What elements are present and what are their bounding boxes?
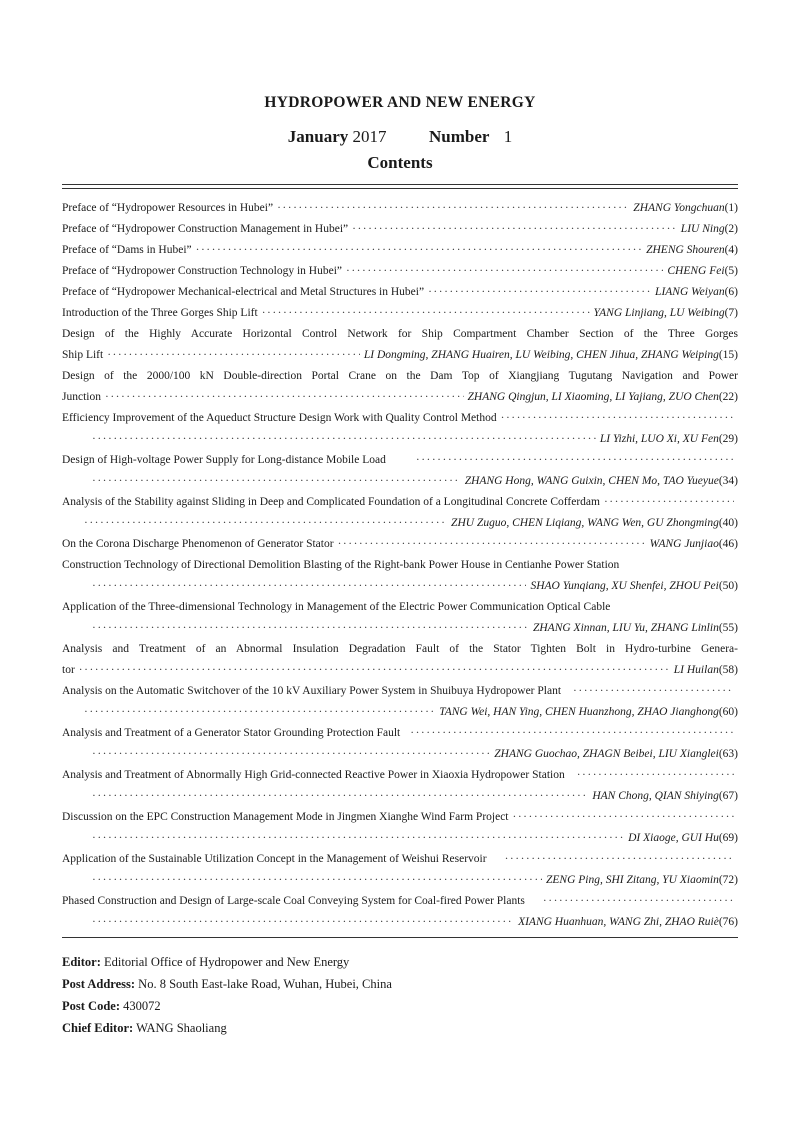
toc-entry[interactable] [62,576,738,597]
toc-entry-authors: SHAO Yunqiang, XU Shenfei, ZHOU Pei [530,580,719,592]
toc-entry-title: Discussion on the EPC Construction Management Mode in Jingmen Xianghe Wind Farm Project [62,811,509,823]
toc-entry-title-line[interactable] [62,408,738,429]
toc-entry-authors: ZHANG Guochao, ZHAGN Beibei, LIU Xianglei [494,748,719,760]
leader-dots [107,345,360,366]
leader-dots [92,618,529,639]
contents-heading: Contents [367,153,433,172]
leader-dots [92,828,624,849]
toc-entry-authors: LI Yizhi, LUO Xi, XU Fen [599,433,719,445]
toc-entry-authors: ZHANG Qingjun, LI Xiaoming, LI Yajiang, ZUO Chen [467,391,719,403]
toc-entry-title: Preface of “Hydropower Resources in Hubei” [62,202,274,214]
leader-dots [105,387,464,408]
toc-entry-authors: HAN Chong, QIAN Shiying [592,790,719,802]
toc-entry-authors: ZHANG Xinnan, LIU Yu, ZHANG Linlin [532,622,719,634]
toc-entry-authors: LIANG Weiyan [655,286,725,298]
toc-entry-page: (29) [718,433,738,445]
issue-year: 2017 [352,127,387,146]
toc-entry-title: Introduction of the Three Gorges Ship Lift [62,307,258,319]
leader-dots [84,513,447,534]
toc-entry[interactable] [62,303,738,324]
toc-entry-page: (15) [718,349,738,361]
toc-entry-page: (46) [718,538,738,550]
table-of-contents [62,198,738,933]
toc-entry-title: On the Corona Discharge Phenomenon of Generator Stator [62,538,334,550]
toc-entry-title-continued: tor [62,664,75,676]
toc-entry-page: (50) [718,580,738,592]
toc-entry-page: (72) [718,874,738,886]
toc-entry-title: Application of the Three-dimensional Technology in Management of the Electric Power Communication Optical Cable [62,601,611,613]
leader-dots [92,912,514,933]
address-label: Post Address: [62,977,136,991]
toc-entry-title-continued: Junction [62,391,101,403]
toc-entry-title-line[interactable] [62,891,738,912]
toc-entry-authors: XIANG Huanhuan, WANG Zhi, ZHAO Ruiè [518,916,719,928]
toc-entry-title-line[interactable] [62,597,738,618]
toc-entry-title: Analysis and Treatment of Abnormally High Grid-connected Reactive Power in Xiaoxia Hydropower Station [62,769,565,781]
toc-entry-page: (6) [724,286,738,298]
toc-entry-title: Construction Technology of Directional Demolition Blasting of the Right-bank Power House in Centianhe Power Station [62,559,620,571]
leader-dots [410,723,734,744]
leader-dots [513,807,735,828]
toc-entry-page: (2) [724,223,738,235]
toc-entry-title: Analysis and Treatment of an Abnormal Insulation Degradation Fault of the Stator Tighten Bolt in Hydro-turbine Genera- [62,643,738,655]
toc-entry-page: (22) [718,391,738,403]
toc-entry-page: (67) [718,790,738,802]
chief-editor-row [62,1017,392,1039]
toc-entry-title-line[interactable] [62,324,738,345]
leader-dots [501,408,734,429]
editor-label: Editor: [62,955,101,969]
toc-entry[interactable] [62,786,738,807]
toc-entry-authors: ZHANG Yongchuan [633,202,725,214]
leader-dots [352,219,677,240]
toc-entry-title-line[interactable] [62,681,738,702]
leader-dots [338,534,646,555]
toc-entry-authors: CHENG Fei [667,265,725,277]
leader-dots [92,786,588,807]
toc-entry-page: (1) [724,202,738,214]
toc-entry-page: (60) [718,706,738,718]
toc-entry[interactable] [62,534,738,555]
toc-entry-authors: LI Huilan [673,664,719,676]
toc-entry-authors: WANG Junjiao [649,538,719,550]
toc-entry-page: (34) [718,475,738,487]
toc-entry-title-line[interactable] [62,450,738,471]
toc-entry-title: Design of the 2000/100 kN Double-direction Portal Crane on the Dam Top of Xiangjiang Tugutang Navigation and Power [62,370,738,382]
chief-editor-label: Chief Editor: [62,1021,134,1035]
leader-dots [577,765,734,786]
toc-entry-title: Preface of “Hydropower Mechanical-electrical and Metal Structures in Hubei” [62,286,425,298]
toc-entry[interactable] [62,387,738,408]
toc-entry-title-line[interactable] [62,366,738,387]
toc-entry-title: Phased Construction and Design of Large-scale Coal Conveying System for Coal-fired Power Plants [62,895,525,907]
toc-entry-title: Design of the Highly Accurate Horizontal Control Network for Ship Compartment Chamber Section of the Three Gorges [62,328,738,340]
toc-entry[interactable] [62,513,738,534]
toc-entry[interactable] [62,345,738,366]
toc-entry-authors: ZENG Ping, SHI Zitang, YU Xiaomin [545,874,719,886]
toc-entry-title: Preface of “Dams in Hubei” [62,244,192,256]
toc-entry[interactable] [62,429,738,450]
postcode-label: Post Code: [62,999,120,1013]
toc-entry-title: Preface of “Hydropower Construction Technology in Hubei” [62,265,343,277]
address-row [62,973,392,995]
toc-entry-title-line[interactable] [62,849,738,870]
toc-entry-title: Analysis and Treatment of a Generator Stator Grounding Protection Fault [62,727,401,739]
toc-entry-title-line[interactable] [62,555,738,576]
toc-entry-title: Preface of “Hydropower Construction Management in Hubei” [62,223,349,235]
toc-entry-authors: YANG Linjiang, LU Weibing [593,307,725,319]
toc-entry-authors: LI Dongming, ZHANG Huairen, LU Weibing, CHEN Jihua, ZHANG Weiping [363,349,719,361]
bottom-rule [62,937,738,938]
leader-dots [573,681,734,702]
toc-entry-title-line[interactable] [62,807,738,828]
leader-dots [92,576,526,597]
issue-line [0,127,800,147]
toc-entry[interactable] [62,828,738,849]
postcode-value: 430072 [123,999,161,1013]
publisher-info [62,951,392,1039]
editor-value: Editorial Office of Hydropower and New Energy [104,955,350,969]
chief-editor-value: WANG Shaoliang [136,1021,227,1035]
toc-entry[interactable] [62,198,738,219]
issue-number-label: Number [429,127,490,146]
leader-dots [92,471,461,492]
toc-entry-title: Analysis on the Automatic Switchover of the 10 kV Auxiliary Power System in Shuibuya Hydropower Plant [62,685,562,697]
toc-entry[interactable] [62,618,738,639]
toc-entry-authors: ZHANG Hong, WANG Guixin, CHEN Mo, TAO Yueyue [464,475,719,487]
leader-dots [84,702,435,723]
journal-title: HYDROPOWER AND NEW ENERGY [264,94,536,111]
toc-entry-page: (7) [724,307,738,319]
toc-entry-title-line[interactable] [62,492,738,513]
postcode-row [62,995,392,1017]
toc-entry[interactable] [62,240,738,261]
issue-number: 1 [503,127,513,146]
leader-dots [196,240,642,261]
toc-entry-title-line[interactable] [62,723,738,744]
toc-entry-authors: LIU Ning [680,223,725,235]
toc-entry-title-line[interactable] [62,765,738,786]
toc-entry-page: (40) [718,517,738,529]
toc-entry-authors: TANG Wei, HAN Ying, CHEN Huanzhong, ZHAO Jianghong [439,706,719,718]
toc-entry-page: (69) [718,832,738,844]
toc-entry-title-continued: Ship Lift [62,349,104,361]
toc-entry-page: (63) [718,748,738,760]
toc-entry[interactable] [62,261,738,282]
leader-dots [277,198,629,219]
toc-entry-page: (76) [718,916,738,928]
leader-dots [505,849,734,870]
toc-entry[interactable] [62,471,738,492]
toc-entry-authors: ZHU Zuguo, CHEN Liqiang, WANG Wen, GU Zhongming [451,517,719,529]
top-rule-inner [62,188,738,189]
toc-entry-title-line[interactable] [62,639,738,660]
toc-entry-page: (58) [718,664,738,676]
leader-dots [416,450,734,471]
toc-entry-page: (5) [724,265,738,277]
toc-entry-page: (4) [724,244,738,256]
toc-entry-title: Design of High-voltage Power Supply for Long-distance Mobile Load [62,454,386,466]
toc-entry[interactable] [62,219,738,240]
leader-dots [604,492,734,513]
toc-entry[interactable] [62,660,738,681]
toc-entry-authors: ZHENG Shouren [646,244,725,256]
address-value: No. 8 South East-lake Road, Wuhan, Hubei, China [138,977,392,991]
toc-entry-title: Application of the Sustainable Utilization Concept in the Management of Weishui Reservoir [62,853,487,865]
leader-dots [79,660,670,681]
toc-entry[interactable] [62,744,738,765]
toc-entry-page: (55) [718,622,738,634]
toc-entry[interactable] [62,282,738,303]
leader-dots [92,744,490,765]
toc-entry[interactable] [62,870,738,891]
issue-month: January [287,127,349,146]
leader-dots [262,303,590,324]
toc-entry-title: Analysis of the Stability against Sliding in Deep and Complicated Foundation of a Longitudinal Concrete Cofferdam [62,496,600,508]
editor-row [62,951,392,973]
leader-dots [428,282,651,303]
leader-dots [92,429,596,450]
leader-dots [346,261,663,282]
toc-entry-title: Efficiency Improvement of the Aqueduct Structure Design Work with Quality Control Method [62,412,497,424]
leader-dots [543,891,734,912]
leader-dots [92,870,542,891]
toc-entry[interactable] [62,912,738,933]
toc-entry[interactable] [62,702,738,723]
toc-entry-authors: DI Xiaoge, GUI Hu [628,832,719,844]
top-rule [62,184,738,185]
